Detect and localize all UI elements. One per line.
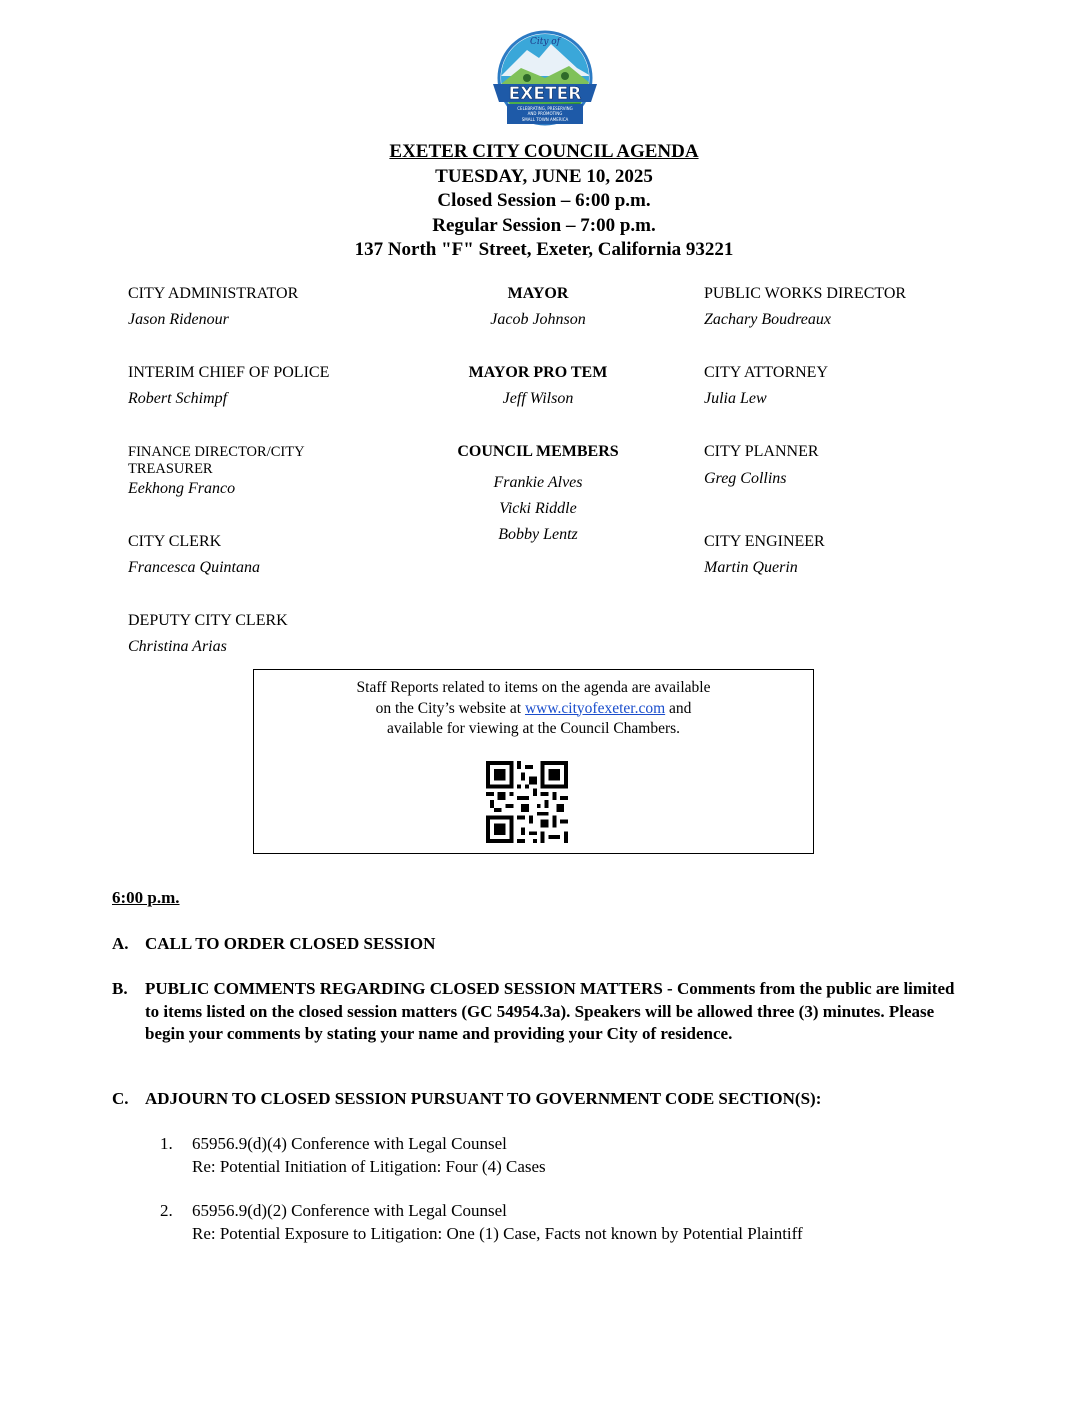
person-name: Christina Arias	[128, 638, 227, 655]
item-letter: A.	[112, 934, 129, 953]
role-label: CITY ADMINISTRATOR	[128, 285, 299, 302]
sub-item-line: 65956.9(d)(2) Conference with Legal Counsel	[192, 1201, 507, 1220]
svg-text:AND PROMOTING: AND PROMOTING	[527, 111, 563, 116]
role-label: MAYOR	[507, 285, 569, 302]
role-label: CITY CLERK	[128, 533, 222, 550]
roster-mayor	[438, 285, 638, 329]
person-name: Julia Lew	[704, 390, 767, 407]
role-label: CITY ENGINEER	[704, 533, 825, 550]
roster-planner	[704, 443, 819, 488]
svg-text:EXETER: EXETER	[508, 84, 582, 104]
role-label: DEPUTY CITY CLERK	[128, 612, 288, 629]
sub-item-number: 1.	[160, 1134, 173, 1153]
city-logo	[487, 28, 603, 136]
role-label: COUNCIL MEMBERS	[457, 443, 619, 460]
session-time-heading: 6:00 p.m.	[112, 888, 180, 907]
item-text: PUBLIC COMMENTS REGARDING CLOSED SESSION MATTERS - Comments from the public are limited to items listed on the closed session matters (GC 54954.3a). Speakers will be allowed three (3) minutes. Please begin your comments by stating your name and providing your City of residence.	[145, 979, 955, 1043]
agenda-header	[0, 140, 1088, 263]
agenda-item	[112, 1088, 972, 1111]
meeting-date: TUESDAY, JUNE 10, 2025	[435, 165, 653, 187]
person-name: Zachary Boudreaux	[704, 311, 831, 328]
person-name: Frankie Alves	[493, 474, 583, 491]
person-name: Jacob Johnson	[490, 311, 586, 328]
sub-item-number: 2.	[160, 1201, 173, 1220]
person-name: Jason Ridenour	[128, 311, 229, 328]
roster-attorney	[704, 364, 828, 408]
staff-reports-notice	[253, 669, 814, 854]
agenda-item	[112, 933, 972, 956]
person-name: Bobby Lentz	[498, 526, 578, 543]
qr-code-icon[interactable]	[486, 761, 568, 843]
svg-text:CELEBRATING, PRESERVING: CELEBRATING, PRESERVING	[517, 106, 573, 111]
sub-item-line: Re: Potential Exposure to Litigation: One (1) Case, Facts not known by Potential Plaintiff	[192, 1223, 803, 1243]
notice-line: Staff Reports related to items on the agenda are available	[356, 679, 711, 696]
sub-item-line: Re: Potential Initiation of Litigation: Four (4) Cases	[192, 1156, 546, 1176]
sub-item	[160, 1200, 960, 1245]
person-name: Jeff Wilson	[502, 390, 574, 407]
role-label: CITY ATTORNEY	[704, 364, 828, 381]
sub-item-line: 65956.9(d)(4) Conference with Legal Counsel	[192, 1134, 507, 1153]
person-name: Eekhong Franco	[128, 480, 236, 497]
role-label-cont: TREASURER	[128, 461, 213, 477]
svg-text:SMALL TOWN AMERICA: SMALL TOWN AMERICA	[521, 117, 569, 122]
closed-session-time: Closed Session – 6:00 p.m.	[437, 190, 651, 211]
regular-session-time: Regular Session – 7:00 p.m.	[432, 214, 656, 236]
notice-text: and	[665, 699, 692, 717]
roster-public-works	[704, 285, 906, 329]
city-website-link[interactable]: www.cityofexeter.com	[524, 699, 666, 717]
roster-police	[128, 364, 329, 408]
item-text: CALL TO ORDER CLOSED SESSION	[145, 934, 436, 953]
meeting-address: 137 North "F" Street, Exeter, California 93221	[354, 239, 734, 260]
role-label: CITY PLANNER	[704, 443, 819, 460]
roster-council-members	[428, 443, 648, 548]
person-name: Greg Collins	[704, 470, 787, 487]
notice-line	[254, 699, 813, 720]
person-name: Francesca Quintana	[128, 559, 260, 576]
roster-finance	[128, 444, 305, 498]
item-letter: B.	[112, 979, 128, 998]
roster-clerk	[128, 533, 260, 577]
role-label: INTERIM CHIEF OF POLICE	[128, 364, 330, 381]
notice-line: available for viewing at the Council Chambers.	[386, 720, 681, 737]
person-name: Vicki Riddle	[499, 500, 577, 517]
sub-item	[160, 1133, 960, 1178]
notice-text: on the City’s website at	[375, 699, 525, 717]
item-text: ADJOURN TO CLOSED SESSION PURSUANT TO GOVERNMENT CODE SECTION(S):	[145, 1089, 822, 1108]
role-label: PUBLIC WORKS DIRECTOR	[704, 285, 907, 302]
person-name: Robert Schimpf	[128, 390, 228, 407]
roster-city-administrator	[128, 285, 298, 329]
roster-engineer	[704, 533, 825, 577]
roster-deputy-clerk	[128, 612, 288, 656]
agenda-item	[112, 978, 972, 1046]
item-letter: C.	[112, 1089, 129, 1108]
role-label: MAYOR PRO TEM	[468, 364, 608, 381]
roster-mayor-pro-tem	[438, 364, 638, 408]
role-label: FINANCE DIRECTOR/CITY	[128, 444, 305, 460]
svg-text:City of: City of	[529, 37, 561, 47]
agenda-title: EXETER CITY COUNCIL AGENDA	[389, 141, 699, 162]
person-name: Martin Querin	[704, 559, 798, 576]
